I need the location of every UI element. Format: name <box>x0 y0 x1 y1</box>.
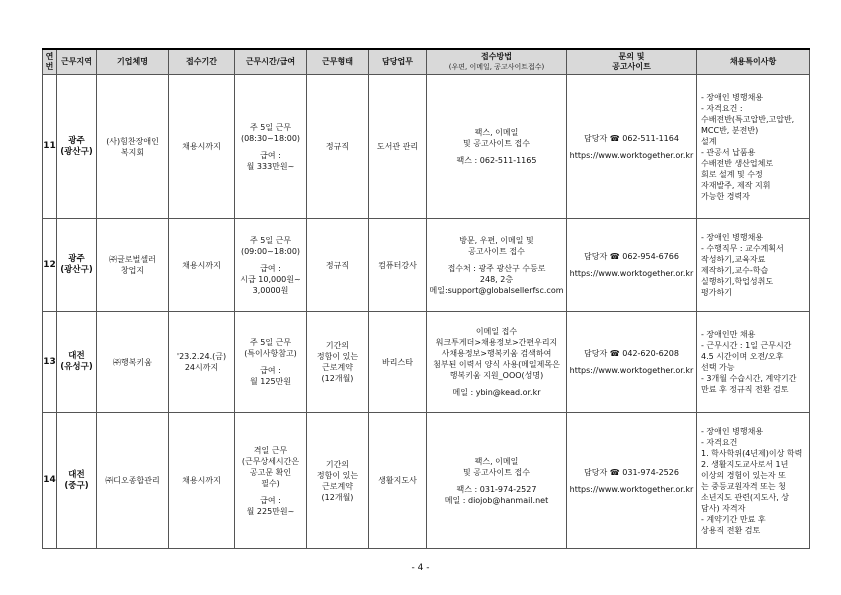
header-method-sub: (우편, 이메일, 공고사이트접수) <box>448 63 545 71</box>
row-hours <box>235 75 307 219</box>
row-method-how: 팩스, 이메일 및 공고사이트 접수 <box>463 128 530 148</box>
header-type: 근무형태 <box>307 49 369 75</box>
header-method-title: 접수방법 <box>481 52 512 61</box>
row-contact <box>567 219 697 312</box>
row-hours-pay: 급여 : 월 125만원 <box>250 366 291 386</box>
row-hours-schedule: 주 5일 근무 (08:30~18:00) <box>240 122 301 143</box>
row-contact <box>567 413 697 549</box>
row-special: - 장애인만 채용 - 근무시간 : 1일 근무시간 4.5 시간이며 오전/오후 선택 가능 - 3개월 수습시간, 계약기간 만료 후 정규직 전환 검토 <box>697 312 810 413</box>
table-header-row <box>43 49 810 75</box>
row-method-detail: 팩스 : 031-974-2527 메일 : diojob@hanmail.net <box>444 484 549 505</box>
row-method-detail: 메일 : ybin@kead.or.kr <box>452 388 541 397</box>
row-contact <box>567 312 697 413</box>
table-row <box>43 413 810 549</box>
row-region: 광주 (광산구) <box>57 219 97 312</box>
header-company: 기업체명 <box>97 49 169 75</box>
row-contact-url[interactable]: https://www.worktogether.or.kr <box>569 484 694 494</box>
row-contact-phone: 담당자 ☎ 062-511-1164 <box>584 133 679 143</box>
row-contact-phone: 담당자 ☎ 042-620-6208 <box>584 349 679 358</box>
row-contact-url[interactable]: https://www.worktogether.or.kr <box>569 269 694 278</box>
row-method-how: 방문, 우편, 이메일 및 공고사이트 접수 <box>459 235 534 256</box>
header-duty: 담당업무 <box>369 49 427 75</box>
row-hours-schedule: 주 5일 근무 (특이사항참고) <box>244 338 297 358</box>
header-hours: 근무시간/급여 <box>235 49 307 75</box>
row-hours-pay: 급여 : 월 225만원~ <box>246 495 295 516</box>
table-row <box>43 219 810 312</box>
row-region: 광주 (광산구) <box>57 75 97 219</box>
row-num: 12 <box>43 219 57 312</box>
row-hours <box>235 219 307 312</box>
row-hours-pay: 급여 : 시급 10,000원~ 3,0000원 <box>240 263 301 295</box>
table-row <box>43 75 810 219</box>
table-row <box>43 312 810 413</box>
header-num: 연 번 <box>43 49 57 75</box>
row-contact-phone: 담당자 ☎ 031-974-2526 <box>584 467 679 477</box>
row-method-how: 팩스, 이메일 및 공고사이트 접수 <box>463 456 530 477</box>
row-company: (사)힘찬장애인 복지회 <box>97 75 169 219</box>
row-hours-schedule: 격일 근무 (근무상세시간은 공고문 확인 필수) <box>241 445 300 488</box>
row-region: 대전 (중구) <box>57 413 97 549</box>
row-duty: 생활지도사 <box>369 413 427 549</box>
row-period: 채용시까지 <box>169 219 235 312</box>
row-company: ㈜행복키움 <box>97 312 169 413</box>
row-method <box>427 413 567 549</box>
row-method <box>427 75 567 219</box>
row-special: - 장애인 병행채용 - 수행직무 : 교수계획서 작성하기,교육자료 제작하기,교수-학습 실행하기,학업성취도 평가하기 <box>697 219 810 312</box>
row-hours-schedule: 주 5일 근무 (09:00~18:00) <box>240 235 301 256</box>
row-special: - 장애인 병행채용 - 자격요건 1. 학사학위(4년제)이상 학력 2. 생활지도교사로서 1년 이상의 경험이 있는자 또 는 중등교원자격 또는 청 소년지도 관련(지도사, 상 담사) 자격자 - 계약기간 만료 후 상용직 전환 검토 <box>697 413 810 549</box>
row-period: 채용시까지 <box>169 413 235 549</box>
row-contact <box>567 75 697 219</box>
row-num: 14 <box>43 413 57 549</box>
row-hours <box>235 413 307 549</box>
header-contact: 문의 및 공고사이트 <box>567 49 697 75</box>
row-type: 기간의 정함이 있는 근로계약 (12개월) <box>307 413 369 549</box>
row-company: ㈜글로벌셀러 창업지 <box>97 219 169 312</box>
row-contact-url[interactable]: https://www.worktogether.or.kr <box>569 150 694 160</box>
row-duty: 바리스타 <box>369 312 427 413</box>
row-type: 정규직 <box>307 75 369 219</box>
row-duty: 도서관 관리 <box>369 75 427 219</box>
row-hours-pay: 급여 : 월 333만원~ <box>246 150 295 171</box>
page-number: - 4 - <box>411 563 430 573</box>
row-method-detail: 팩스 : 062-511-1165 <box>456 156 537 165</box>
row-period: '23.2.24.(금) 24시까지 <box>169 312 235 413</box>
row-duty: 컴퓨터강사 <box>369 219 427 312</box>
header-method <box>427 49 567 75</box>
row-type: 정규직 <box>307 219 369 312</box>
row-special: - 장애인 병행채용 - 자격요건 : 수배전반(특고압반,고압반, MCC반, 분전반) 설계 - 관공서 납품용 수배전반 생산업체로 회로 설계 및 수정 자재발주, 제작 지휘 가능한 경력자 <box>697 75 810 219</box>
row-method <box>427 312 567 413</box>
row-period: 채용시까지 <box>169 75 235 219</box>
header-region: 근무지역 <box>57 49 97 75</box>
row-method-detail: 접수처 : 광주 광산구 수등로 248, 2층 메일:support@globalsellerfsc.com <box>429 263 564 295</box>
job-listing-table <box>42 48 810 549</box>
row-region: 대전 (유성구) <box>57 312 97 413</box>
row-method-how: 이메일 접수 워크투게더>채용정보>간편우리지 사채용정보>행복키움 검색하여 첨부된 이력서 양식 사용(메일제목은 행복키움 지원_OOO(성명) <box>433 327 560 380</box>
row-type: 기간의 정함이 있는 근로계약 (12개월) <box>307 312 369 413</box>
header-period: 접수기간 <box>169 49 235 75</box>
header-special: 채용특이사항 <box>697 49 810 75</box>
row-company: ㈜디오종합관리 <box>97 413 169 549</box>
row-method <box>427 219 567 312</box>
row-num: 13 <box>43 312 57 413</box>
row-contact-url[interactable]: https://www.worktogether.or.kr <box>569 366 694 375</box>
row-contact-phone: 담당자 ☎ 062-954-6766 <box>584 252 679 261</box>
row-num: 11 <box>43 75 57 219</box>
row-hours <box>235 312 307 413</box>
